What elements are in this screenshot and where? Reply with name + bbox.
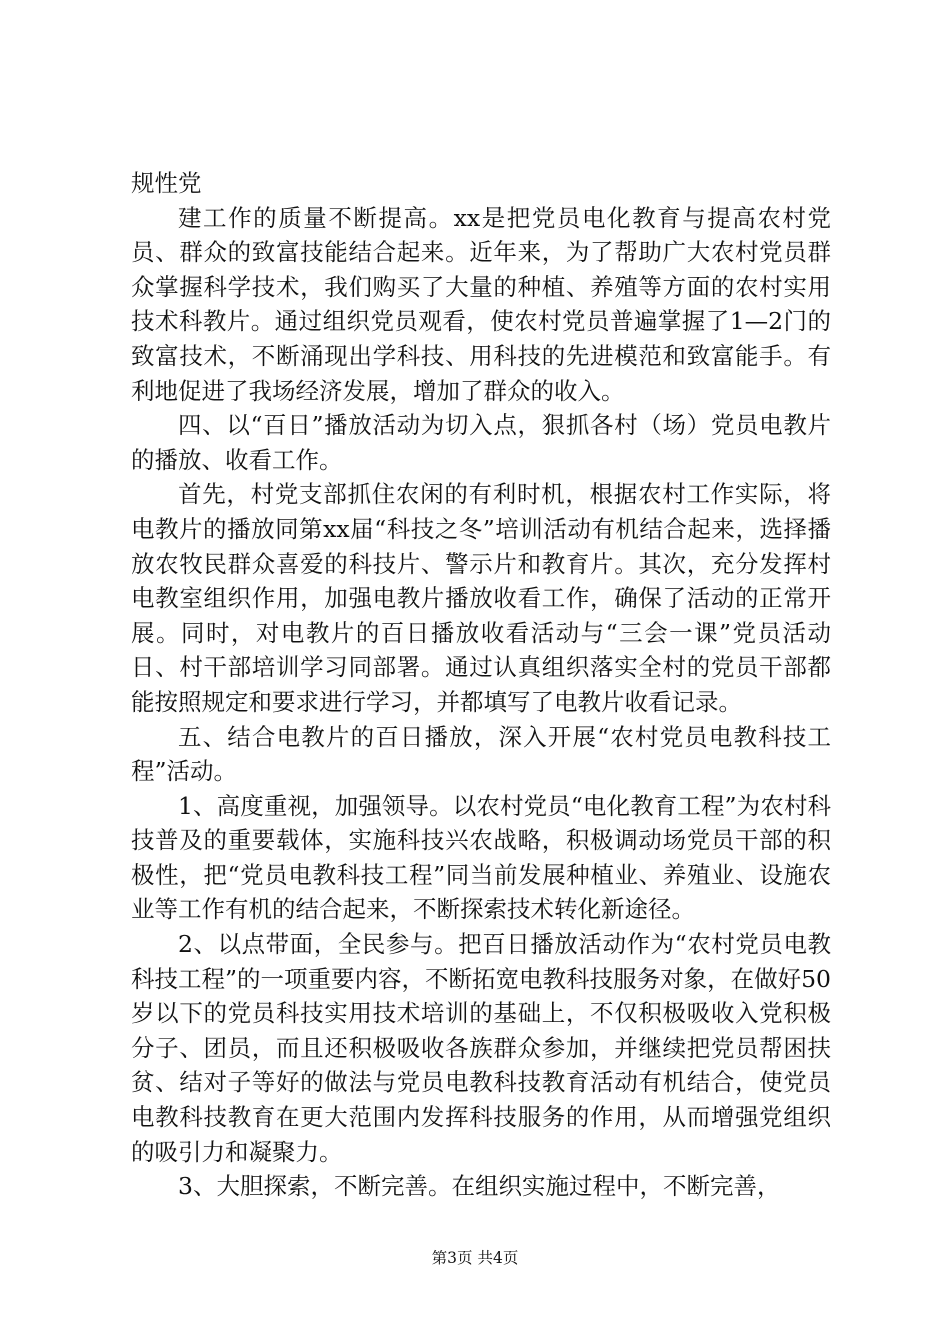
page-number-footer: 第3页 共4页 (431, 1249, 519, 1267)
list-item-1: 1、高度重视，加强领导。以农村党员“电化教育工程”为农村科技普及的重要载体，实施科技兴农战略，积极调动场党员干部的积极性，把“党员电教科技工程”同当前发展种植业、养殖业、设施农业等工作有机的结合起来，不断探索技术转化新途径。 (131, 791, 831, 924)
section-heading-four: 四、以“百日”播放活动为切入点，狠抓各村（场）党员电教片的播放、收看工作。 (131, 411, 831, 474)
section-heading-five: 五、结合电教片的百日播放，深入开展“农村党员电教科技工程”活动。 (131, 722, 831, 786)
document-body (131, 166, 831, 1204)
paragraph-body: 首先，村党支部抓住农闲的有利时机，根据农村工作实际，将电教片的播放同第xx届“科技之冬”培训活动有机结合起来，选择播放农牧民群众喜爱的科技片、警示片和教育片。其次，充分发挥村电教室组织作用，加强电教片播放收看工作，确保了活动的正常开展。同时，对电教片的百日播放收看活动与“三会一课”党员活动日、村干部培训学习同部署。通过认真组织落实全村的党员干部都能按照规定和要求进行学习，并都填写了电教片收看记录。 (131, 480, 831, 716)
paragraph-continuation-fragment: 规性党 (131, 169, 202, 197)
list-item-3: 3、大胆探索，不断完善。在组织实施过程中，不断完善， (178, 1172, 781, 1201)
list-item-2: 2、以点带面，全民参与。把百日播放活动作为“农村党员电教科技工程”的一项重要内容，不断拓宽电教科技服务对象，在做好50岁以下的党员科技实用技术培训的基础上，不仅积极吸收入党积极分子、团员，而且还积极吸收各族群众参加，并继续把党员帮困扶贫、结对子等好的做法与党员电教科技教育活动有机结合，使党员电教科技教育在更大范围内发挥科技服务的作用，从而增强党组织的吸引力和凝聚力。 (131, 930, 831, 1166)
paragraph-continuation: 建工作的质量不断提高。xx是把党员电化教育与提高农村党员、群众的致富技能结合起来。近年来，为了帮助广大农村党员群众掌握科学技术，我们购买了大量的种植、养殖等方面的农村实用技术科教片。通过组织党员观看，使农村党员普遍掌握了1—2门的致富技术，不断涌现出学科技、用科技的先进模范和致富能手。有利地促进了我场经济发展，增加了群众的收入。 (131, 203, 831, 405)
